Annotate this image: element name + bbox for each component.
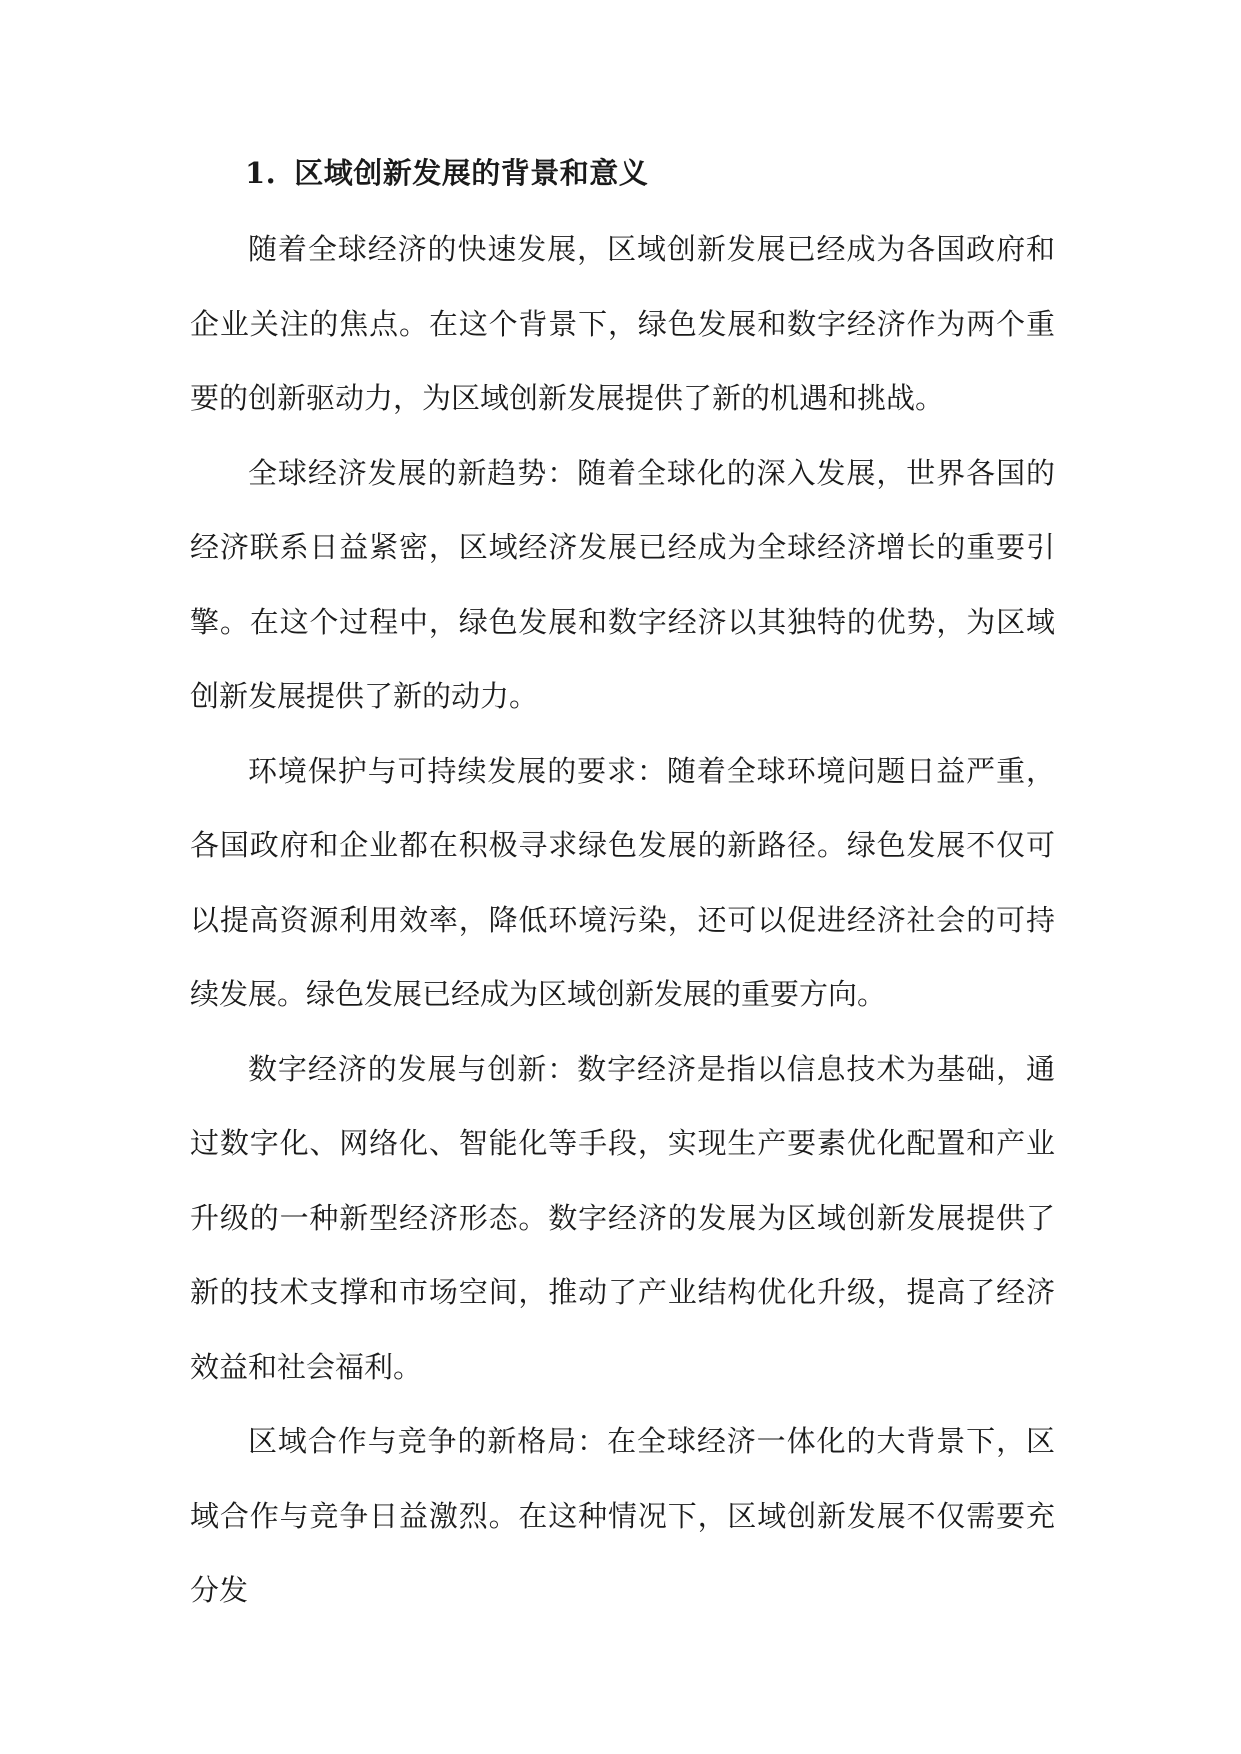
paragraph: 区域合作与竞争的新格局：在全球经济一体化的大背景下，区域合作与竞争日益激烈。在这种情况下，区域创新发展不仅需要充分发 <box>190 1424 1055 1607</box>
section-heading <box>245 148 1065 198</box>
section-title: 区域创新发展的背景和意义 <box>294 156 649 190</box>
paragraph: 全球经济发展的新趋势：随着全球化的深入发展，世界各国的经济联系日益紧密，区域经济发展已经成为全球经济增长的重要引擎。在这个过程中，绿色发展和数字经济以其独特的优势，为区域创新发展提供了新的动力。 <box>190 455 1055 713</box>
paragraph: 环境保护与可持续发展的要求：随着全球环境问题日益严重，各国政府和企业都在积极寻求绿色发展的新路径。绿色发展不仅可以提高资源利用效率，降低环境污染，还可以促进经济社会的可持续发展。绿色发展已经成为区域创新发展的重要方向。 <box>190 753 1055 1011</box>
paragraph: 数字经济的发展与创新：数字经济是指以信息技术为基础，通过数字化、网络化、智能化等手段，实现生产要素优化配置和产业升级的一种新型经济形态。数字经济的发展为区域创新发展提供了新的技术支撑和市场空间，推动了产业结构优化升级，提高了经济效益和社会福利。 <box>190 1051 1055 1384</box>
section-number: 1. <box>245 156 277 190</box>
paragraph: 随着全球经济的快速发展，区域创新发展已经成为各国政府和企业关注的焦点。在这个背景下，绿色发展和数字经济作为两个重要的创新驱动力，为区域创新发展提供了新的机遇和挑战。 <box>190 232 1055 415</box>
body-text <box>190 212 1055 1628</box>
